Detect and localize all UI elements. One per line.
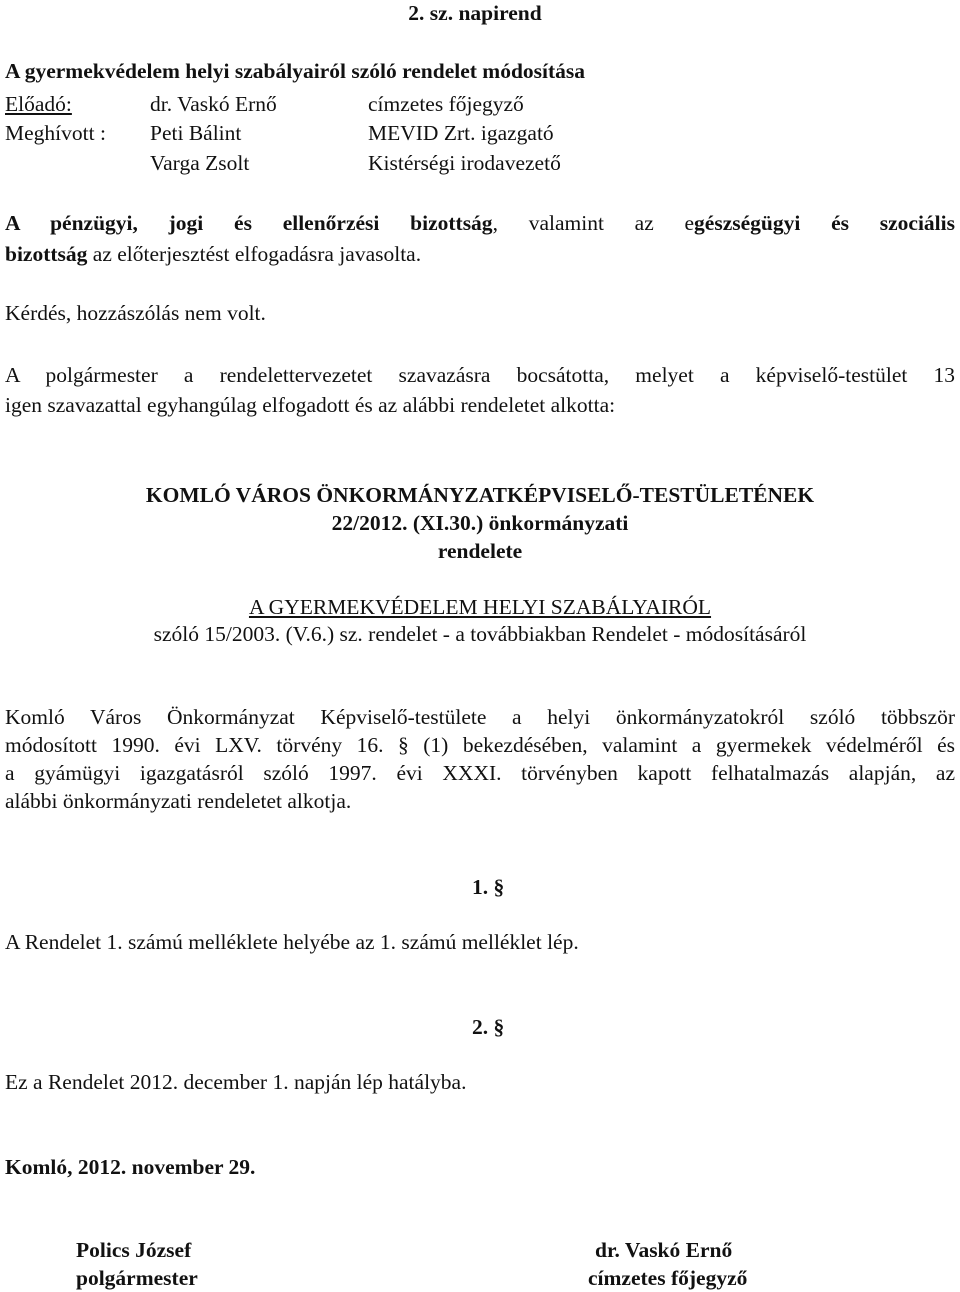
presenter-name: dr. Vaskó Ernő xyxy=(150,92,277,116)
preamble-line1: Komló Város Önkormányzat Képviselő-testülete a helyi önkormányzatokról szóló többször xyxy=(5,705,955,729)
vote-line2: igen szavazattal egyhangúlag elfogadott és az alábbi rendeletet alkotta: xyxy=(5,393,616,417)
invited-name: Varga Zsolt xyxy=(150,151,250,175)
preamble-line4: alábbi önkormányzati rendeletet alkotja. xyxy=(5,789,352,813)
committee-rest: az előterjesztést elfogadásra javasolta. xyxy=(87,242,422,266)
section-number: 2. § xyxy=(472,1015,505,1039)
preamble-line3: a gyámügyi igazgatásról szóló 1997. évi XXXI. törvényben kapott felhatalmazás alapján, az xyxy=(5,761,955,785)
committee-bold: bizottság xyxy=(5,242,88,266)
document-title: A gyermekvédelem helyi szabályairól szóló rendelet módosítása xyxy=(5,59,586,83)
section-number: 1. § xyxy=(472,875,505,899)
committee-line2 xyxy=(5,241,421,267)
presenter-label: Előadó: xyxy=(5,92,72,116)
invited-role: Kistérségi irodavezető xyxy=(368,151,561,175)
decree-subject: A GYERMEKVÉDELEM HELYI SZABÁLYAIRÓL xyxy=(248,595,712,619)
invited-name: Peti Bálint xyxy=(150,121,242,145)
committee-mid: , valamint az e xyxy=(492,211,695,235)
invited-label: Meghívott : xyxy=(5,121,106,145)
signer-title: címzetes főjegyző xyxy=(588,1266,748,1290)
decree-number: 22/2012. (XI.30.) önkormányzati xyxy=(331,511,629,535)
decree-heading: KOMLÓ VÁROS ÖNKORMÁNYZATKÉPVISELŐ-TESTÜLETÉNEK xyxy=(145,483,815,507)
committee-line1 xyxy=(5,210,955,236)
decree-heading-rendelete: rendelete xyxy=(437,539,523,563)
committee-bold: gészségügyi és szociális xyxy=(694,211,955,235)
vote-line1: A polgármester a rendelettervezetet szavazásra bocsátotta, melyet a képviselő-testület 13 xyxy=(5,363,955,387)
preamble-line2: módosított 1990. évi LXV. törvény 16. § (1) bekezdésében, valamint a gyermekek védelméről és xyxy=(5,733,955,757)
signer-name: dr. Vaskó Ernő xyxy=(595,1238,733,1262)
signer-name: Polics József xyxy=(76,1238,192,1262)
invited-role: MEVID Zrt. igazgató xyxy=(368,121,554,145)
section-text: A Rendelet 1. számú melléklete helyébe az 1. számú melléklet lép. xyxy=(5,930,579,954)
place-date: Komló, 2012. november 29. xyxy=(5,1155,256,1179)
signer-title: polgármester xyxy=(76,1266,198,1290)
agenda-item: 2. sz. napirend xyxy=(408,1,542,25)
presenter-role: címzetes főjegyző xyxy=(368,92,524,116)
question-note: Kérdés, hozzászólás nem volt. xyxy=(5,301,266,325)
section-text: Ez a Rendelet 2012. december 1. napján lép hatályba. xyxy=(5,1070,467,1094)
committee-bold: A pénzügyi, jogi és ellenőrzési bizottság xyxy=(5,211,493,235)
decree-subject-line2: szóló 15/2003. (V.6.) sz. rendelet - a továbbiakban Rendelet - módosításáról xyxy=(153,622,807,646)
